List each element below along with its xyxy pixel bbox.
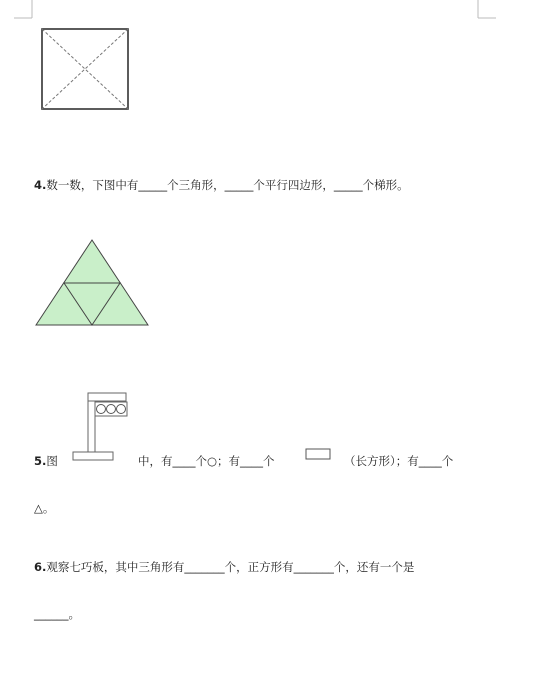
question-5-figure-word: 图 (46, 454, 58, 468)
question-5-triangle-clause: △。 (34, 501, 55, 515)
question-5-rectangle-clause: （长方形）；有____个 (344, 454, 454, 468)
question-4 (34, 177, 409, 193)
question-6-answer-blank: ______。 (34, 607, 80, 621)
question-5-part1 (138, 453, 275, 469)
page-corner-mark-left (0, 0, 40, 22)
question-4-number: 4. (34, 178, 47, 192)
question-5-number: 5. (34, 454, 47, 468)
question-5-line2 (34, 500, 54, 516)
question-6-number: 6. (34, 560, 47, 574)
question-6-line2 (34, 606, 80, 622)
question-5-lead (34, 453, 58, 469)
question-5-circle-clause: 中，有____个○；有____个 (138, 454, 275, 468)
question-6-text: 观察七巧板，其中三角形有_______个，正方形有_______个，还有一个是 (46, 560, 415, 574)
page-corner-mark-right (470, 0, 510, 22)
traffic-light-figure (70, 390, 132, 466)
question-5-part2 (344, 453, 453, 469)
subdivided-triangle-figure (34, 237, 152, 329)
rectangle-icon (305, 448, 333, 462)
question-4-text: 数一数，下图中有_____个三角形，_____个平行四边形，_____个梯形。 (46, 178, 409, 192)
question-6 (34, 559, 414, 575)
square-diagonals-figure (40, 26, 132, 112)
